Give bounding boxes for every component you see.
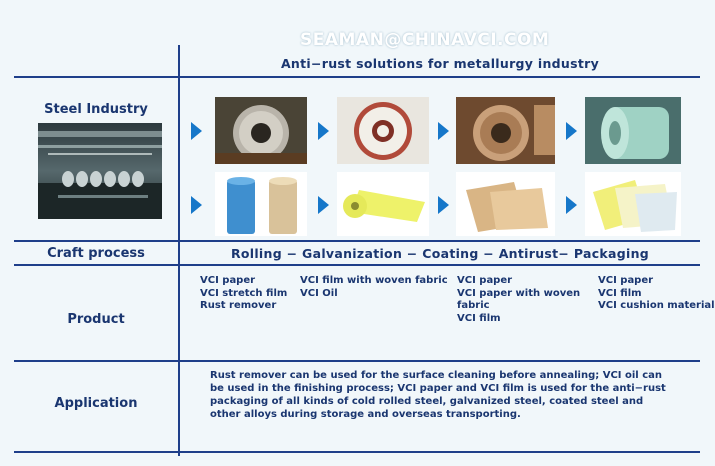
product-item: VCI film bbox=[598, 287, 642, 299]
product-item: VCI Oil bbox=[300, 287, 338, 299]
row-label-craft-process: Craft process bbox=[47, 246, 145, 261]
product-list-rolling bbox=[200, 275, 287, 313]
coated-coil-photo bbox=[456, 97, 555, 164]
arrow-right-icon bbox=[566, 196, 577, 214]
watermark-email: SEAMAN@CHINAVCI.COM bbox=[300, 30, 550, 50]
arrow-right-icon bbox=[438, 122, 449, 140]
row-divider-images bbox=[14, 240, 700, 242]
vci-cushion-sheets-photo bbox=[585, 172, 681, 236]
row-label-application: Application bbox=[54, 396, 138, 411]
product-item: VCI paper with woven bbox=[457, 287, 581, 299]
row-divider-header bbox=[14, 76, 700, 78]
product-item: Rust remover bbox=[200, 300, 277, 311]
product-list-coating bbox=[457, 275, 580, 325]
product-list-galvanization bbox=[300, 275, 448, 300]
arrow-right-icon bbox=[438, 196, 449, 214]
packaged-coil-photo bbox=[585, 97, 681, 164]
row-divider-bottom bbox=[14, 451, 700, 453]
row-label-steel-industry: Steel Industry bbox=[44, 102, 148, 117]
row-divider-product bbox=[14, 360, 700, 362]
arrow-right-icon bbox=[191, 122, 202, 140]
galvanized-coil-photo bbox=[337, 97, 429, 164]
vci-film-roll-photo bbox=[337, 172, 429, 236]
vci-paper-rolls-photo bbox=[215, 172, 307, 236]
product-item: VCI stretch film bbox=[200, 287, 288, 299]
application-description: Rust remover can be used for the surface cleaning before annealing; VCI oil can be used in the finishing process; VCI paper and VCI film is used for the anti−rust packaging of all kinds of cold rolled steel, galvanized steel, coated steel and other alloys during storage and overseas transporting. bbox=[210, 370, 666, 420]
page-subtitle: Anti−rust solutions for metallurgy industry bbox=[280, 56, 600, 71]
craft-process-steps: Rolling − Galvanization − Coating − Antirust− Packaging bbox=[230, 246, 650, 261]
arrow-right-icon bbox=[318, 122, 329, 140]
arrow-right-icon bbox=[566, 122, 577, 140]
product-item: VCI paper bbox=[598, 275, 654, 286]
product-item: VCI paper bbox=[200, 275, 256, 286]
product-item: VCI cushion material bbox=[598, 300, 715, 311]
vci-paper-sheets-photo bbox=[456, 172, 555, 236]
product-list-packaging bbox=[598, 275, 715, 313]
row-divider-craft bbox=[14, 264, 700, 266]
product-item: VCI film with woven fabric bbox=[300, 275, 448, 286]
steel-coil-photo bbox=[215, 97, 307, 164]
arrow-right-icon bbox=[318, 196, 329, 214]
steel-factory-photo bbox=[38, 123, 162, 219]
product-item: VCI film bbox=[457, 312, 501, 324]
row-label-product: Product bbox=[67, 312, 125, 327]
product-item: VCI paper bbox=[457, 275, 513, 286]
arrow-right-icon bbox=[191, 196, 202, 214]
product-item: fabric bbox=[457, 300, 490, 311]
